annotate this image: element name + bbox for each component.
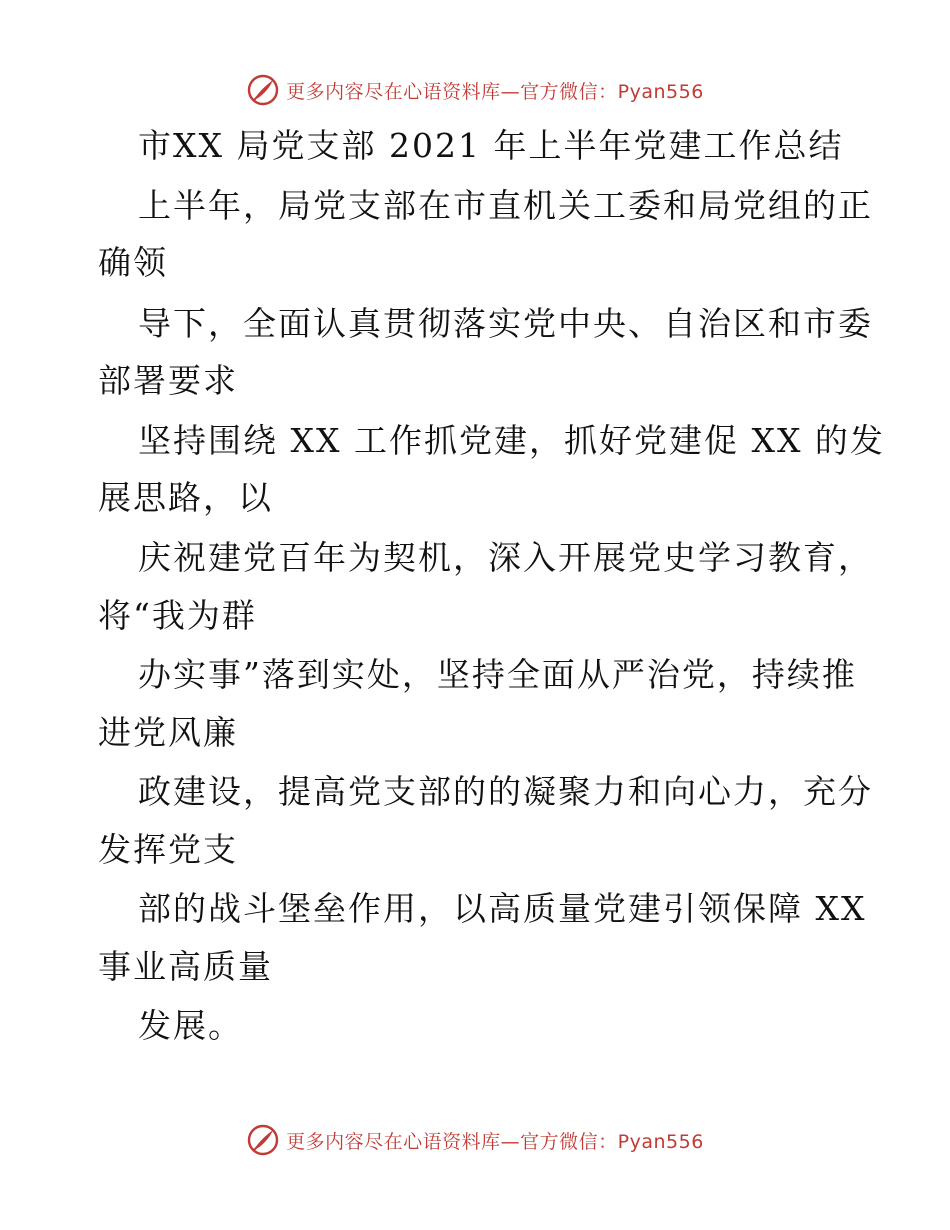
watermark-text: 更多内容尽在心语资料库—官方微信：Pyan556	[286, 1130, 704, 1153]
paragraph-line: 将“我为群	[98, 596, 257, 635]
paragraph-line: 坚持围绕 XX 工作抓党建，抓好党建促 XX 的发	[138, 421, 885, 460]
paragraph-line: 办实事”落到实处，坚持全面从严治党，持续推	[138, 655, 857, 694]
paragraph-line: 展思路，以	[98, 478, 273, 517]
paragraph-line: 事业高质量	[98, 947, 273, 986]
paragraph-line: 发挥党支	[98, 830, 238, 869]
paragraph-line: 导下，全面认真贯彻落实党中央、自治区和市委	[138, 304, 873, 343]
paragraph-line: 发展。	[138, 1006, 243, 1045]
quill-seal-icon	[246, 1123, 280, 1157]
paragraph-line: 部署要求	[98, 361, 238, 400]
watermark-text: 更多内容尽在心语资料库—官方微信：Pyan556	[286, 80, 704, 103]
paragraph-line: 确领	[98, 243, 168, 282]
paragraph-line: 上半年，局党支部在市直机关工委和局党组的正	[138, 186, 873, 225]
paragraph-line: 政建设，提高党支部的的凝聚力和向心力，充分	[138, 772, 873, 811]
paragraph-line: 庆祝建党百年为契机，深入开展党史学习教育，	[138, 538, 873, 577]
paragraph-line: 部的战斗堡垒作用，以高质量党建引领保障 XX	[138, 889, 867, 928]
paragraph-line: 进党风廉	[98, 713, 238, 752]
document-title: 市XX 局党支部 2021 年上半年党建工作总结	[138, 126, 844, 165]
footer-watermark	[0, 1122, 950, 1158]
